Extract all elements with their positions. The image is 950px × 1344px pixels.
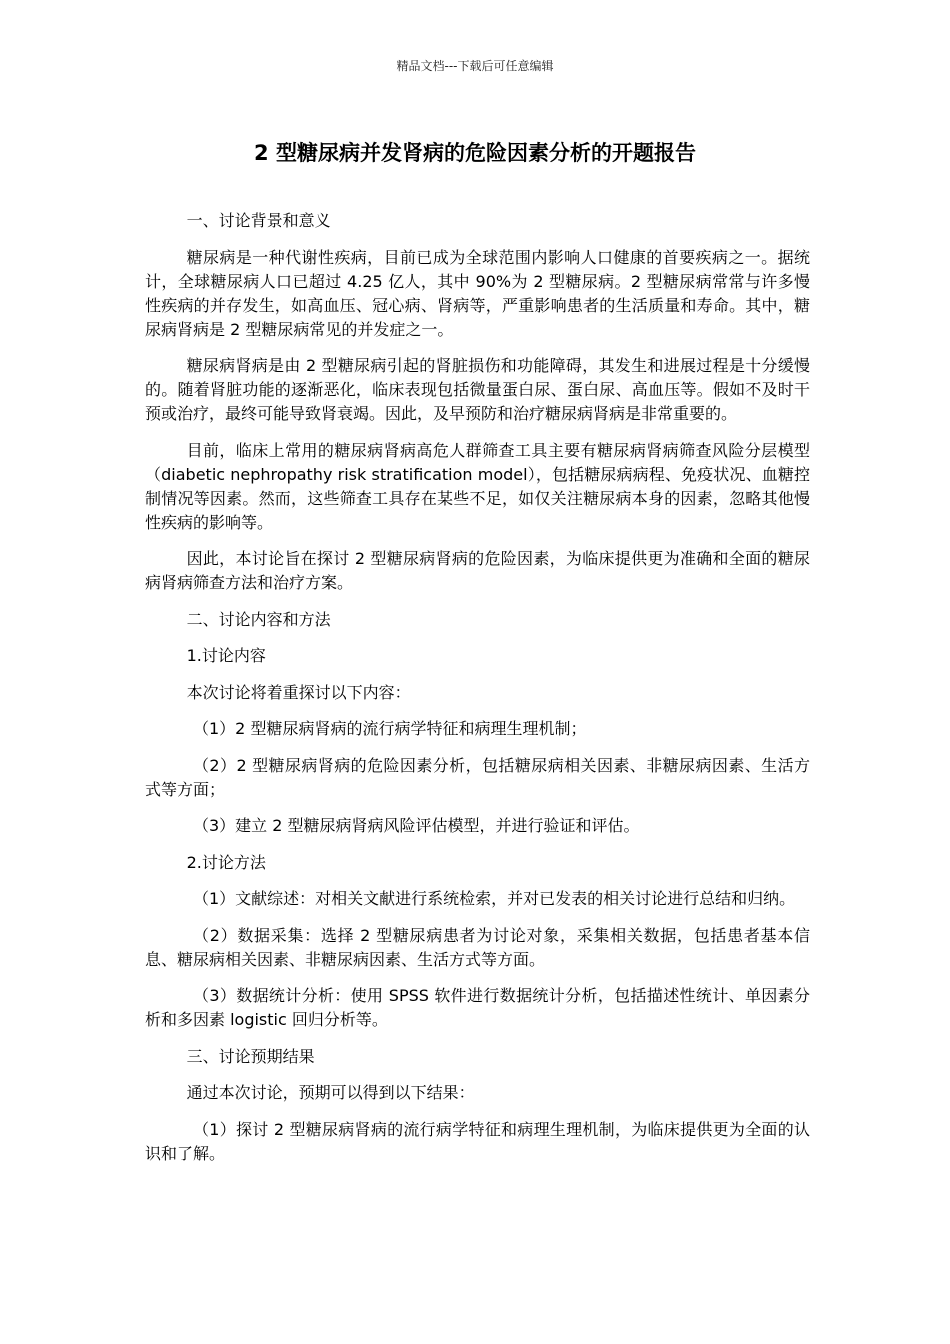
content-item-1: （1）2 型糖尿病肾病的流行病学特征和病理生理机制； <box>193 719 587 738</box>
content-item-3: （3）建立 2 型糖尿病肾病风险评估模型，并进行验证和评估。 <box>193 816 640 835</box>
results-intro: 通过本次讨论，预期可以得到以下结果： <box>186 1083 475 1102</box>
result-item-1: （1）探讨 2 型糖尿病肾病的流行病学特征和病理生理机制，为临床提供更为全面的认识和了解。 <box>145 1119 810 1163</box>
document-title: 2 型糖尿病并发肾病的危险因素分析的开题报告 <box>254 141 696 165</box>
subheading-methods: 2.讨论方法 <box>186 852 266 872</box>
method-item-3: （3）数据统计分析：使用 SPSS 软件进行数据统计分析，包括描述性统计、单因素分析和多因素 logistic 回归分析等。 <box>145 986 810 1029</box>
method-item-2: （2）数据采集：选择 2 型糖尿病患者为讨论对象，采集相关数据，包括患者基本信息、糖尿病相关因素、非糖尿病因素、生活方式等方面。 <box>145 925 810 969</box>
section-heading-expected-results: 三、讨论预期结果 <box>186 1046 315 1066</box>
paragraph-nephropathy-definition: 糖尿病肾病是由 2 型糖尿病引起的肾脏损伤和功能障碍，其发生和进展过程是十分缓慢的。随着肾脏功能的逐渐恶化，临床表现包括微量蛋白尿、蛋白尿、高血压等。假如不及时干预或治疗，最终可能导致肾衰竭。因此，及早预防和治疗糖尿病肾病是非常重要的。 <box>145 356 810 423</box>
section-heading-content-methods: 二、讨论内容和方法 <box>186 609 331 629</box>
section-heading-background: 一、讨论背景和意义 <box>186 211 331 230</box>
paragraph-screening-tools: 目前，临床上常用的糖尿病肾病高危人群筛查工具主要有糖尿病肾病筛查风险分层模型（diabetic nephropathy risk stratification model），包括糖尿病病程、免疫状况、血糖控制情况等因素。然而，这些筛查工具存在某些不足，如仅关注糖尿病本身的因素，忽略其他慢性疾病的影响等。 <box>145 440 810 532</box>
paragraph-diabetes-overview: 糖尿病是一种代谢性疾病，目前已成为全球范围内影响人口健康的首要疾病之一。据统计，全球糖尿病人口已超过 4.25 亿人，其中 90%为 2 型糖尿病。2 型糖尿病常常与许多慢性疾病的并存发生，如高血压、冠心病、肾病等，严重影响患者的生活质量和寿命。其中，糖尿病肾病是 2 型糖尿病常见的并发症之一。 <box>145 247 810 339</box>
method-item-1: （1）文献综述：对相关文献进行系统检索，并对已发表的相关讨论进行总结和归纳。 <box>193 889 796 908</box>
document-body <box>145 209 810 1178</box>
subheading-content: 1.讨论内容 <box>186 646 266 665</box>
content-item-2: （2）2 型糖尿病肾病的危险因素分析，包括糖尿病相关因素、非糖尿病因素、生活方式等方面； <box>145 755 810 799</box>
paragraph-study-aim: 因此，本讨论旨在探讨 2 型糖尿病肾病的危险因素，为临床提供更为准确和全面的糖尿病肾病筛查方法和治疗方案。 <box>145 549 810 592</box>
content-intro: 本次讨论将着重探讨以下内容： <box>186 682 411 702</box>
page-header: 精品文档---下载后可任意编辑 <box>396 59 554 73</box>
